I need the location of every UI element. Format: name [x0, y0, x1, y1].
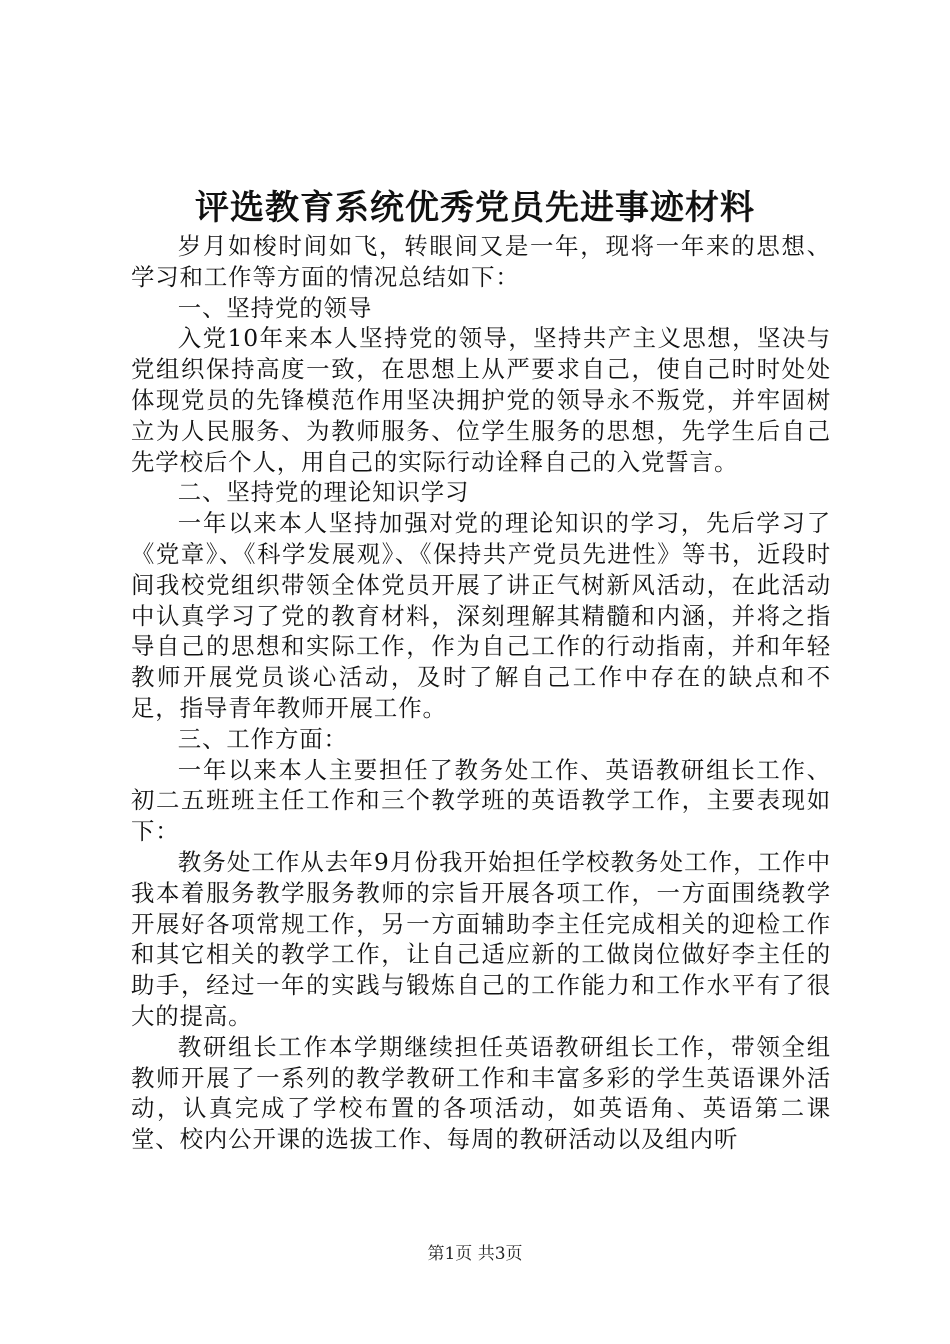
paragraph-teaching-research: 教研组长工作本学期继续担任英语教研组长工作，带领全组教师开展了一系列的教学教研工作和丰富多彩的学生英语课外活动，认真完成了学校布置的各项活动，如英语角、英语第二课堂、校内公开课的选拔工作、每周的教研活动以及组内听 [131, 1032, 831, 1154]
paragraph-section-3-intro: 一年以来本人主要担任了教务处工作、英语教研组长工作、初二五班班主任工作和三个教学班的英语教学工作，主要表现如下： [131, 755, 831, 846]
section-heading-2: 二、坚持党的理论知识学习 [177, 478, 470, 507]
section-heading-3: 三、工作方面： [177, 724, 348, 753]
paragraph-section-1: 入党10年来本人坚持党的领导，坚持共产主义思想，坚决与党组织保持高度一致，在思想上从严要求自己，使自己时时处处体现党员的先锋模范作用坚决拥护党的领导永不叛党，并牢固树立为人民服务、为教师服务、位学生服务的思想，先学生后自己先学校后个人，用自己的实际行动诠释自己的入党誓言。 [131, 324, 831, 476]
paragraph-section-2: 一年以来本人坚持加强对党的理论知识的学习，先后学习了《党章》、《科学发展观》、《保持共产党员先进性》等书，近段时间我校党组织带领全体党员开展了讲正气树新风活动，在此活动中认真学习了党的教育材料，深刻理解其精髓和内涵，并将之指导自己的思想和实际工作，作为自己工作的行动指南，并和年轻教师开展党员谈心活动，及时了解自己工作中存在的缺点和不足，指导青年教师开展工作。 [131, 509, 831, 722]
document-body [131, 231, 831, 1155]
section-heading-1: 一、坚持党的领导 [177, 293, 373, 322]
document-title: 评选教育系统优秀党员先进事迹材料 [195, 188, 755, 228]
paragraph-academic-affairs: 教务处工作从去年9月份我开始担任学校教务处工作，工作中我本着服务教学服务教师的宗旨开展各项工作，一方面围绕教学开展好各项常规工作，另一方面辅助李主任完成相关的迎检工作和其它相关的教学工作，让自己适应新的工做岗位做好李主任的助手，经过一年的实践与锻炼自己的工作能力和工作水平有了很大的提高。 [131, 847, 831, 1030]
page-number-footer: 第1页 共3页 [427, 1244, 523, 1264]
paragraph-intro: 岁月如梭时间如飞，转眼间又是一年，现将一年来的思想、学习和工作等方面的情况总结如下： [131, 232, 831, 291]
